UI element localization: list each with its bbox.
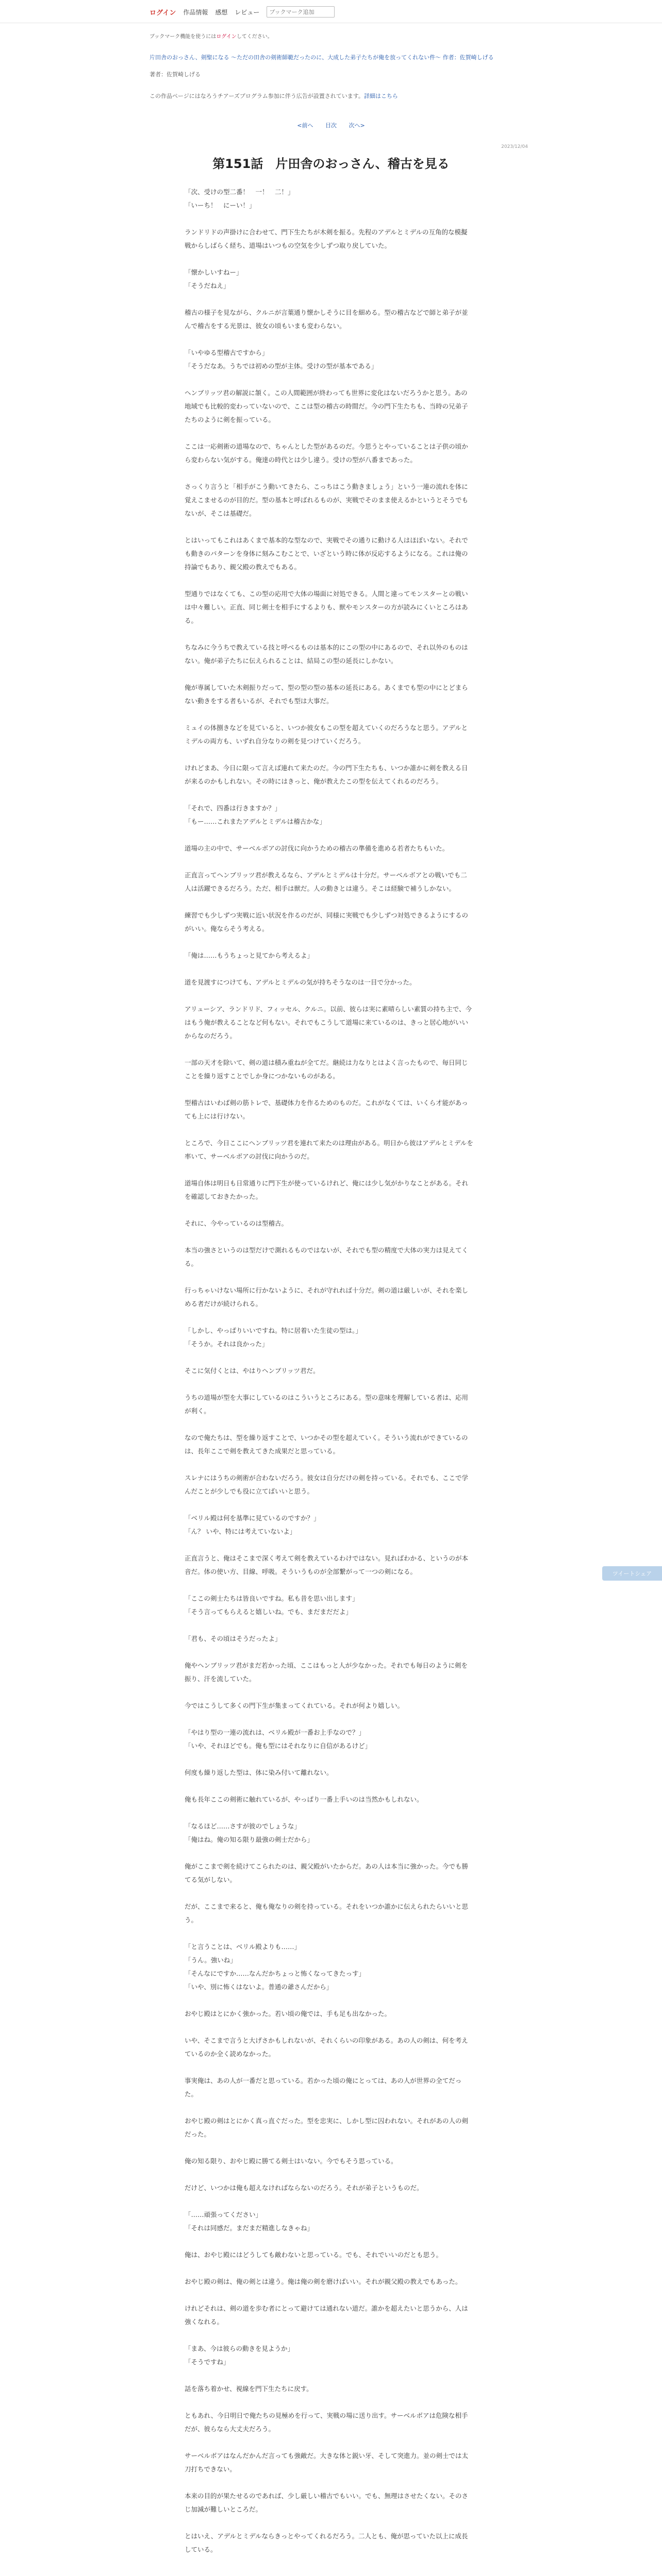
author-line: 著者：佐賀崎しげる (150, 71, 201, 78)
novel-paragraph: とはいえ、アデルとミデルならきっとやってくれるだろう。二人とも、俺が思っていた以上に成長している。 (185, 2532, 468, 2553)
series-title-link[interactable]: 片田舎のおっさん、剣聖になる ～ただの田舎の剣術師範だったのに、大成した弟子たちが俺を放ってくれない件～ (150, 54, 441, 61)
novel-paragraph: ヘンブリッツ君の解説に頷く。この人間範囲が終わっても世界に変化はないだろうかと思う。あの地域でも比較的変わっていないので、ここは型の稽古の時間だ。今の門下生たちも、当時の兄弟子たちのように剣を振っている。 (185, 389, 468, 423)
novel-paragraph: けれどそれは、剣の道を歩む者にとって避けては通れない道だ。誰かを超えたいと思うから、人は強くなれる。 (185, 2304, 468, 2326)
login-notice: ブックマーク機能を使うにはログインしてください。 (150, 34, 273, 40)
novel-paragraph: 型通りではなくても、この型の応用で大体の場面に対処できる。人間と違ってモンスターとの戦いは中々難しい。正直、同じ剣士を相手にするよりも、獣やモンスターの方が読みにくいところはある。 (185, 590, 468, 624)
novel-paragraph: 俺も長年ここの剣術に触れているが、やっぱり一番上手いのは当然かもしれない。 (185, 1795, 423, 1803)
chapter-pager (0, 121, 662, 129)
novel-paragraph: アリューシア、ランドリド、フィッセル、クルニ。以前、彼らは実に素晴らしい素質の持ち主で、今はもう俺が教えることなど何もない。それでもこうして道場に来ているのは、きっと居心地がいいからなのだろう。 (185, 1005, 472, 1040)
novel-paragraph: 事実俺は、あの人が一番だと思っている。若かった頃の俺にとっては、あの人が世界の全てだった。 (185, 2077, 462, 2098)
novel-paragraph: うちの道場が型を大事にしているのはこういうところにある。型の意味を理解している者は、応用が利く。 (185, 1394, 469, 1415)
novel-paragraph: 何度も繰り返した型は、体に染み付いて離れない。 (185, 1769, 333, 1776)
novel-paragraph: だが、ここまで来ると、俺も俺なりの剣を持っている。それをいつか誰かに伝えられたらいいと思う。 (185, 1903, 469, 1924)
novel-paragraph: それに、今やっているのは型稽古。 (185, 1219, 288, 1227)
novel-paragraph: 行っちゃいけない場所に行かないように、それが守れれば十分だ。剣の道は厳しいが、それを楽しめる者だけが続けられる。 (185, 1286, 469, 1308)
novel-paragraph: 話を落ち着かせ、視線を門下生たちに戻す。 (185, 2385, 313, 2393)
novel-paragraph: スレナにはうちの剣術が合わないだろう。彼女は自分だけの剣を持っている。それでも、ここで学んだことが少しでも役に立てばいいと思う。 (185, 1474, 469, 1495)
novel-paragraph: 道場自体は明日も日常通りに門下生が使っているけれど、俺には少し気がかりなことがある。それを確認しておきたかった。 (185, 1179, 469, 1200)
novel-paragraph: 今ではこうして多くの門下生が集まってくれている。それが何より嬉しい。 (185, 1702, 404, 1709)
novel-paragraph: ともあれ、今日明日で俺たちの見極めを行って、実戦の場に送り出す。サーベルボアは危険な相手だが、彼らなら大丈夫だろう。 (185, 2412, 468, 2433)
ads-notice: この作品ページにはなろうチアーズプログラム参加に伴う広告が設置されています。詳細はこちら (150, 93, 398, 99)
novel-paragraph: 「俺は……もうちょっと見てから考えるよ」 (185, 952, 314, 959)
novel-paragraph: 本当の強さというのは型だけで測れるものではないが、それでも型の精度で大体の実力は見えてくる。 (185, 1246, 469, 1267)
author-link[interactable]: 作者：佐賀崎しげる (442, 54, 494, 61)
novel-paragraph: 本来の目的が果たせるのであれば、少し厳しい稽古でもいい。でも、無理はさせたくない。そのさじ加減が難しいところだ。 (185, 2492, 469, 2513)
novel-paragraph: 「……頑張ってください」 「それは同感だ。まだまだ精進しなきゃね」 (185, 2211, 314, 2232)
nav-reviews[interactable]: 感想 (215, 8, 228, 16)
nav-review[interactable]: レビュー (235, 8, 260, 16)
novel-paragraph: とはいってもこれはあくまで基本的な型なので、実戦でその通りに動ける人はほぼいない。それでも動きのパターンを身体に刻みこむことで、いざという時に体が反応するようになる。これは俺の持論でもあり、親父殿の教えでもある。 (185, 536, 468, 571)
novel-paragraph: ここは一応剣術の道場なので、ちゃんとした型があるのだ。今思うとやっていることは子供の頃から変わらない気がする。俺達の時代とは少し違う。受けの型が八番まであった。 (185, 443, 468, 464)
novel-paragraph: いや、そこまで言うと大げさかもしれないが、それくらいの印象がある。あの人の剣は、何を考えているのか全く読めなかった。 (185, 2037, 468, 2058)
novel-paragraph: おやじ殿の剣は、俺の剣とは違う。俺は俺の剣を磨けばいい。それが親父殿の教えでもあった。 (185, 2278, 462, 2285)
novel-paragraph: 「やはり型の一連の流れは、ベリル殿が一番お上手なので？」 「いや、それほどでも。俺も型にはそれなりに自信があるけど」 (185, 1728, 372, 1750)
novel-paragraph: ちなみに今うちで教えている技と呼べるものは基本的にこの型の中にあるので、それ以外のものはない。俺が弟子たちに伝えられることは、結局この型の延長にしかない。 (185, 643, 468, 665)
login-link[interactable]: ログイン (150, 9, 176, 17)
site-header (0, 0, 662, 23)
novel-paragraph: ランドリドの声掛けに合わせて、門下生たちが木剣を振る。先程のアデルとミデルの互角的な模擬戦からしばらく経ち、道場はいつもの空気を少しずつ取り戻していた。 (185, 228, 468, 249)
novel-paragraph: 俺がここまで剣を続けてこられたのは、親父殿がいたからだ。あの人は本当に強かった。今でも勝てる気がしない。 (185, 1862, 469, 1884)
novel-paragraph: 稽古の様子を見ながら、クルニが言葉通り懐かしそうに目を細める。型の稽古などで師と弟子が並んで稽古をする光景は、彼女の頃もいまも変わらない。 (185, 309, 468, 330)
novel-paragraph: 「と言うことは、ベリル殿よりも……」 「うん。強いね」 「そんなにですか……なんだかちょっと怖くなってきたっす」 「いや、別に怖くはないよ。普通の爺さんだから」 (185, 1943, 366, 1991)
novel-paragraph: 「なるほど……さすが彼のでしょうな」 「俺はね。俺の知る限り最強の剣士だから」 (185, 1822, 314, 1843)
novel-paragraph: 練習でも少しずつ実戦に近い状況を作るのだが、同様に実戦でも少しずつ対処できるようにするのがいい。俺ならそう考える。 (185, 911, 469, 933)
novel-paragraph: なので俺たちは、型を繰り返すことで、いつかその型を超えていく。そういう流れができているのは、長年ここで剣を教えてきた成果だと思っている。 (185, 1434, 468, 1455)
novel-paragraph: おやじ殿はとにかく強かった。若い頃の俺では、手も足も出なかった。 (185, 2010, 391, 2018)
novel-paragraph: 俺の知る限り、おやじ殿に勝てる剣士はいない。今でもそう思っている。 (185, 2157, 398, 2165)
novel-paragraph: 「ベリル殿は何を基準に見ているのですか？」 「ん？ いや、特には考えていないよ」 (185, 1514, 320, 1535)
toc-link[interactable]: 目次 (325, 122, 337, 129)
novel-paragraph: 「ここの剣士たちは皆良いですね。私も昔を思い出します」 「そう言ってもらえると嬉しいね。でも、まだまだだよ」 (185, 1595, 359, 1616)
novel-paragraph: そこに気付くとは、やはりヘンブリッツ君だ。 (185, 1367, 320, 1375)
novel-paragraph: さっくり言うと「相手がこう動いてきたら、こっちはこう動きましょう」という一連の流れを体に覚えこませるのが目的だ。型の基本と呼ばれるものが、実戦でそのまま使えるかというとそうでもないが、そこは基礎だ。 (185, 483, 469, 517)
novel-paragraph: 「しかし、やっぱりいいですね。特に居着いた生徒の型は。」 「そうか。それは良かった」 (185, 1327, 362, 1348)
bookmark-add-input[interactable] (267, 6, 335, 18)
novel-paragraph: 道場の主の中で、サーベルボアの討伐に向かうための稽古の準備を進める若者たちもいた。 (185, 844, 449, 852)
novel-paragraph: 「それで、四番は行きますか？」 「もー……これまたアデルとミデルは稽古かな」 (185, 804, 326, 825)
novel-paragraph: 俺が専属していた木剣振りだって、型の型の型の基本の延長にある。あくまでも型の中にとどまらない動きをする者もいるが、それでも型は大事だ。 (185, 684, 468, 705)
novel-paragraph: 一部の天才を除いて、剣の道は積み重ねが全てだ。継続は力なりとはよく言ったもので、毎日同じことを繰り返すことでしか身につかないものがある。 (185, 1059, 468, 1080)
notice-login-link[interactable]: ログイン (216, 34, 237, 40)
prev-chapter-link[interactable]: <前へ (297, 122, 313, 129)
novel-paragraph: 「まあ、今は彼らの動きを見ようか」 「そうですね」 (185, 2345, 294, 2366)
novel-paragraph: 「懐かしいすねー」 「そうだねえ」 (185, 268, 243, 290)
novel-paragraph: だけど、いつかは俺も超えなければならないのだろう。それが弟子というものだ。 (185, 2184, 423, 2192)
novel-body (185, 185, 473, 2570)
novel-paragraph: 正直言うと、俺はそこまで深く考えて剣を教えているわけではない。見ればわかる、というのが本音だ。体の使い方、目線、呼吸。そういうものが全部繋がって一つの剣になる。 (185, 1554, 469, 1575)
novel-paragraph: 「いやゆる型稽古ですから」 「そうだなあ。うちでは初めの型が主体。受けの型が基本である」 (185, 349, 378, 370)
novel-paragraph: おやじ殿の剣はとにかく真っ直ぐだった。型を忠実に、しかし型に囚われない。それがあの人の剣だった。 (185, 2117, 469, 2138)
nav-work-info[interactable]: 作品情報 (183, 8, 208, 16)
novel-paragraph: けれどまあ、今日に限って言えば連れて来たのだ。今の門下生たちも、いつか誰かに剣を教える日が来るのかもしれない。その時にはきっと、俺が教えたこの型を伝えてくれるのだろう。 (185, 764, 468, 785)
novel-paragraph: ミュイの体捌きなどを見ていると、いつか彼女もこの型を超えていくのだろうなと思う。アデルとミデルの両方も、いずれ自分なりの剣を見つけていくだろう。 (185, 724, 468, 745)
novel-paragraph: 「君も、その頃はそうだったよ」 (185, 1635, 282, 1642)
chapter-title: 第151話 片田舎のおっさん、稽古を見る (212, 157, 450, 171)
breadcrumb (150, 54, 510, 62)
novel-paragraph: 道を見渡すにつけても、アデルとミデルの気が持ちそうなのは一目で分かった。 (185, 978, 416, 986)
novel-paragraph: 俺は、おやじ殿にはどうしても敵わないと思っている。でも、それでいいのだとも思う。 (185, 2251, 443, 2259)
header-nav (150, 6, 335, 18)
novel-paragraph: サーベルボアはなんだかんだ言っても強敵だ。大きな体と鋭い牙、そして突進力。並の剣士では太刀打ちできない。 (185, 2452, 469, 2473)
novel-paragraph: 「次、受けの型二番！ 一！ 二！」 「いーち！ にーい！」 (185, 188, 294, 209)
next-chapter-link[interactable]: 次へ> (349, 122, 365, 129)
novel-paragraph: 型稽古はいわば剣の筋トレで、基礎体力を作るためのものだ。これがなくては、いくら才能があっても上には行けない。 (185, 1099, 468, 1120)
novel-paragraph: 正直言ってヘンブリッツ君が教えるなら、アデルとミデルは十分だ。サーベルボアとの戦いでも二人は活躍できるだろう。ただ、相手は獣だ。人の動きとは違う。そこは経験で補うしかない。 (185, 871, 467, 892)
ads-detail-link[interactable]: 詳細はこちら (363, 93, 398, 99)
chapter-date: 2023/12/04 (501, 144, 528, 149)
share-button[interactable]: ツイートシェア (602, 1566, 662, 1581)
novel-paragraph: 俺やヘンブリッツ君がまだ若かった頃、ここはもっと人が少なかった。それでも毎日のように剣を振り、汗を流していた。 (185, 1662, 468, 1683)
novel-paragraph: ところで、今日ここにヘンブリッツ君を連れて来たのは理由がある。明日から彼はアデルとミデルを率いて、サーベルボアの討伐に向かうのだ。 (185, 1139, 473, 1160)
